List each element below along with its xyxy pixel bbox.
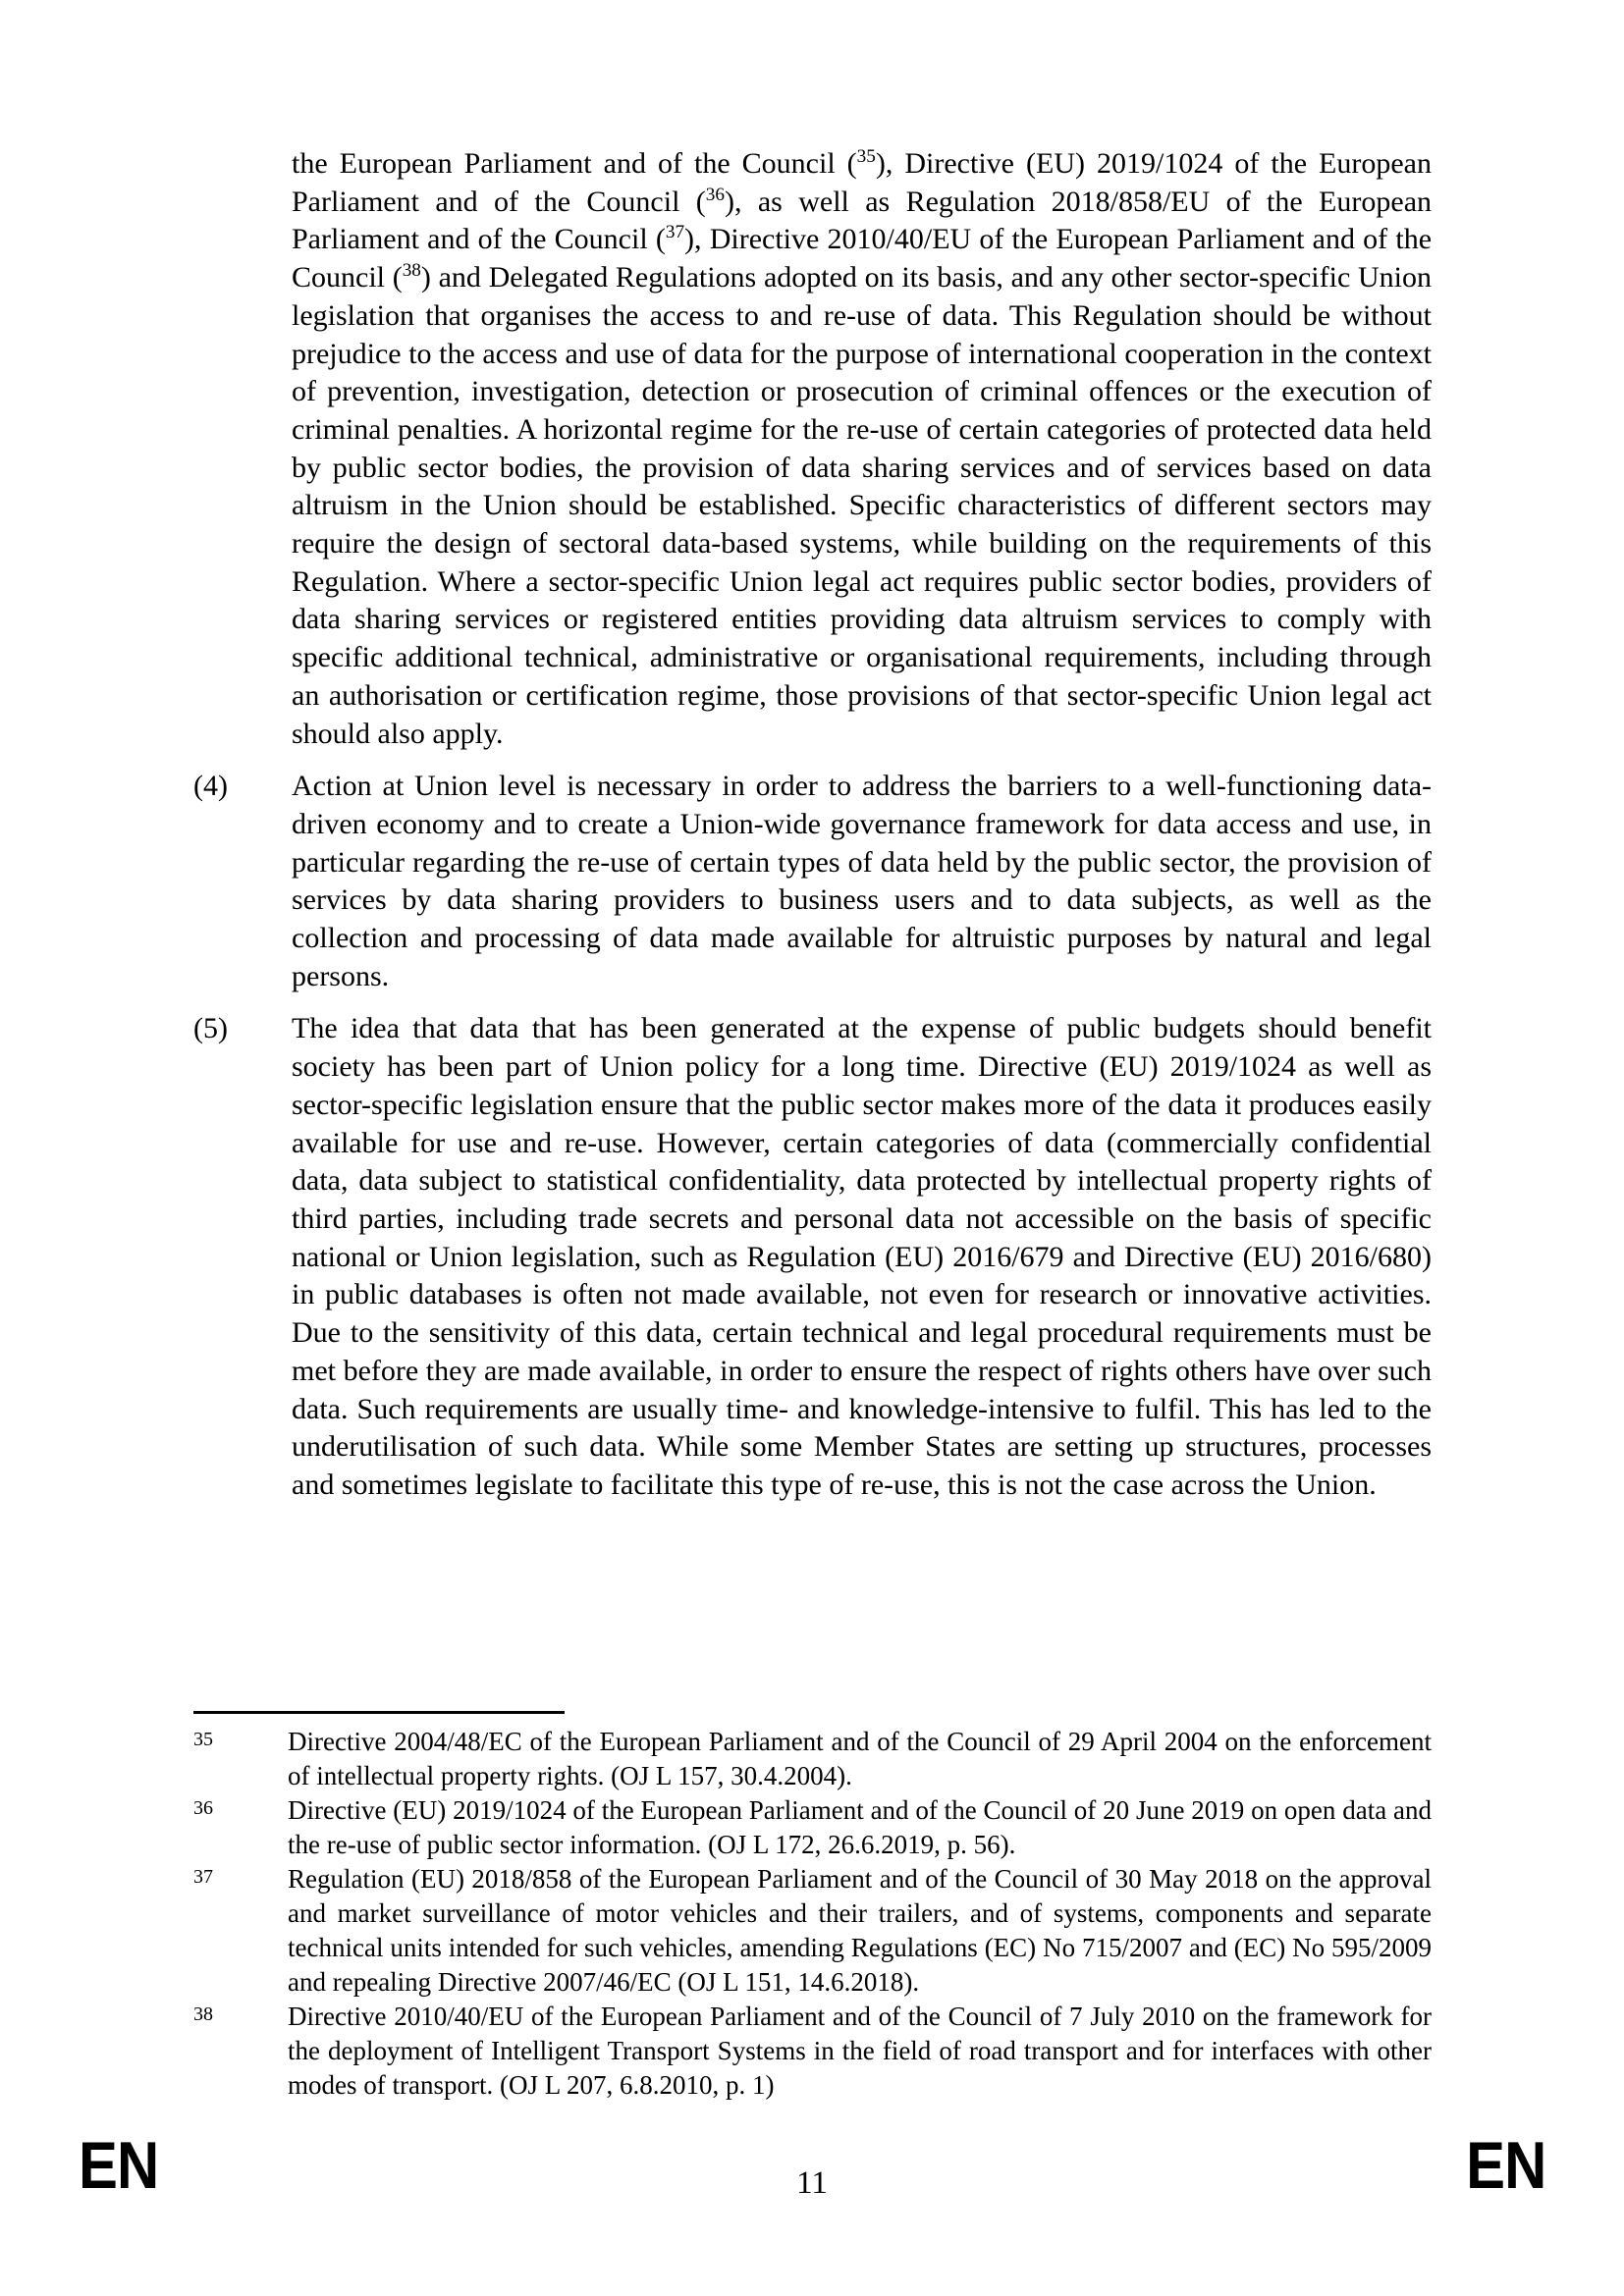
paragraph-text: Action at Union level is necessary in order to address the barriers to a well-functioning data-driven economy and to create a Union-wide governance framework for data access and use, in particular regarding the re-use of certain types of data held by the public sector, the provision of services by data sharing providers to business users and to data subjects, as well as the collection and processing of data made available for altruistic purposes by natural and legal persons. <box>292 770 1432 992</box>
footnote-number: 38 <box>193 2003 213 2025</box>
footnote <box>193 2000 1432 2103</box>
footnotes <box>193 1725 1432 2103</box>
page-number: 11 <box>796 2165 828 2201</box>
paragraph-number: (4) <box>193 770 228 803</box>
footnote-number: 36 <box>193 1797 213 1819</box>
footnote <box>193 1793 1432 1862</box>
paragraph <box>193 145 1432 753</box>
footnote-text: Directive 2004/48/EC of the European Parliament and of the Council of 29 April 2004 on the enforcement of intellectual property rights. (OJ L 157, 30.4.2004). <box>288 1727 1432 1790</box>
footnote <box>193 1862 1432 2000</box>
footnote-text: Directive (EU) 2019/1024 of the European Parliament and of the Council of 20 June 2019 on open data and the re-use of public sector information. (OJ L 172, 26.6.2019, p. 56). <box>288 1795 1432 1859</box>
footer-language-code-right: EN <box>1465 2128 1545 2203</box>
footnote-text: Directive 2010/40/EU of the European Parliament and of the Council of 7 July 2010 on the framework for the deployment of Intelligent Transport Systems in the field of road transport and for interfaces with other modes of transport. (OJ L 207, 6.8.2010, p. 1) <box>288 2002 1432 2100</box>
paragraph <box>193 768 1432 995</box>
footer-language-code-left: EN <box>79 2128 159 2203</box>
footnote-number: 35 <box>193 1729 213 1750</box>
footnote-separator <box>193 1711 565 1714</box>
paragraph <box>193 1010 1432 1504</box>
footnote-text: Regulation (EU) 2018/858 of the European Parliament and of the Council of 30 May 2018 on the approval and market surveillance of motor vehicles and their trailers, and of systems, components and separate technical units intended for such vehicles, amending Regulations (EC) No 715/2007 and (EC) No 595/2009 and repealing Directive 2007/46/EC (OJ L 151, 14.6.2018). <box>288 1864 1432 1997</box>
footnote <box>193 1725 1432 1793</box>
footnote-number: 37 <box>193 1866 213 1888</box>
paragraph-number: (5) <box>193 1012 228 1045</box>
body-text <box>193 145 1432 1505</box>
paragraph-text: The idea that data that has been generated at the expense of public budgets should benefit society has been part of Union policy for a long time. Directive (EU) 2019/1024 as well as sector-specific legislation ensure that the public sector makes more of the data it produces easily available for use and re-use. However, certain categories of data (commercially confidential data, data subject to statistical confidentiality, data protected by intellectual property rights of third parties, including trade secrets and personal data not accessible on the basis of specific national or Union legislation, such as Regulation (EU) 2016/679 and Directive (EU) 2016/680) in public databases is often not made available, not even for research or innovative activities. Due to the sensitivity of this data, certain technical and legal procedural requirements must be met before they are made available, in order to ensure the respect of rights others have over such data. Such requirements are usually time- and knowledge-intensive to fulfil. This has led to the underutilisation of such data. While some Member States are setting up structures, processes and sometimes legislate to facilitate this type of re-use, this is not the case across the Union. <box>292 1012 1432 1501</box>
paragraph-text: the European Parliament and of the Council ($^{35}$), Directive (EU) 2019/1024 of the European Parliament and of the Council ($^{36}$), as well as Regulation 2018/858/EU of the European Parliament and of the Council ($^{37}$), Directive 2010/40/EU of the European Parliament and of the Council ($^{38}$) and Delegated Regulations adopted on its basis, and any other sector-specific Union legislation that organises the access to and re-use of data. This Regulation should be without prejudice to the access and use of data for the purpose of international cooperation in the context of prevention, investigation, detection or prosecution of criminal offences or the execution of criminal penalties. A horizontal regime for the re-use of certain categories of protected data held by public sector bodies, the provision of data sharing services and of services based on data altruism in the Union should be established. Specific characteristics of different sectors may require the design of sectoral data-based systems, while building on the requirements of this Regulation. Where a sector-specific Union legal act requires public sector bodies, providers of data sharing services or registered entities providing data altruism services to comply with specific additional technical, administrative or organisational requirements, including through an authorisation or certification regime, those provisions of that sector-specific Union legal act should also apply. <box>292 146 1433 750</box>
